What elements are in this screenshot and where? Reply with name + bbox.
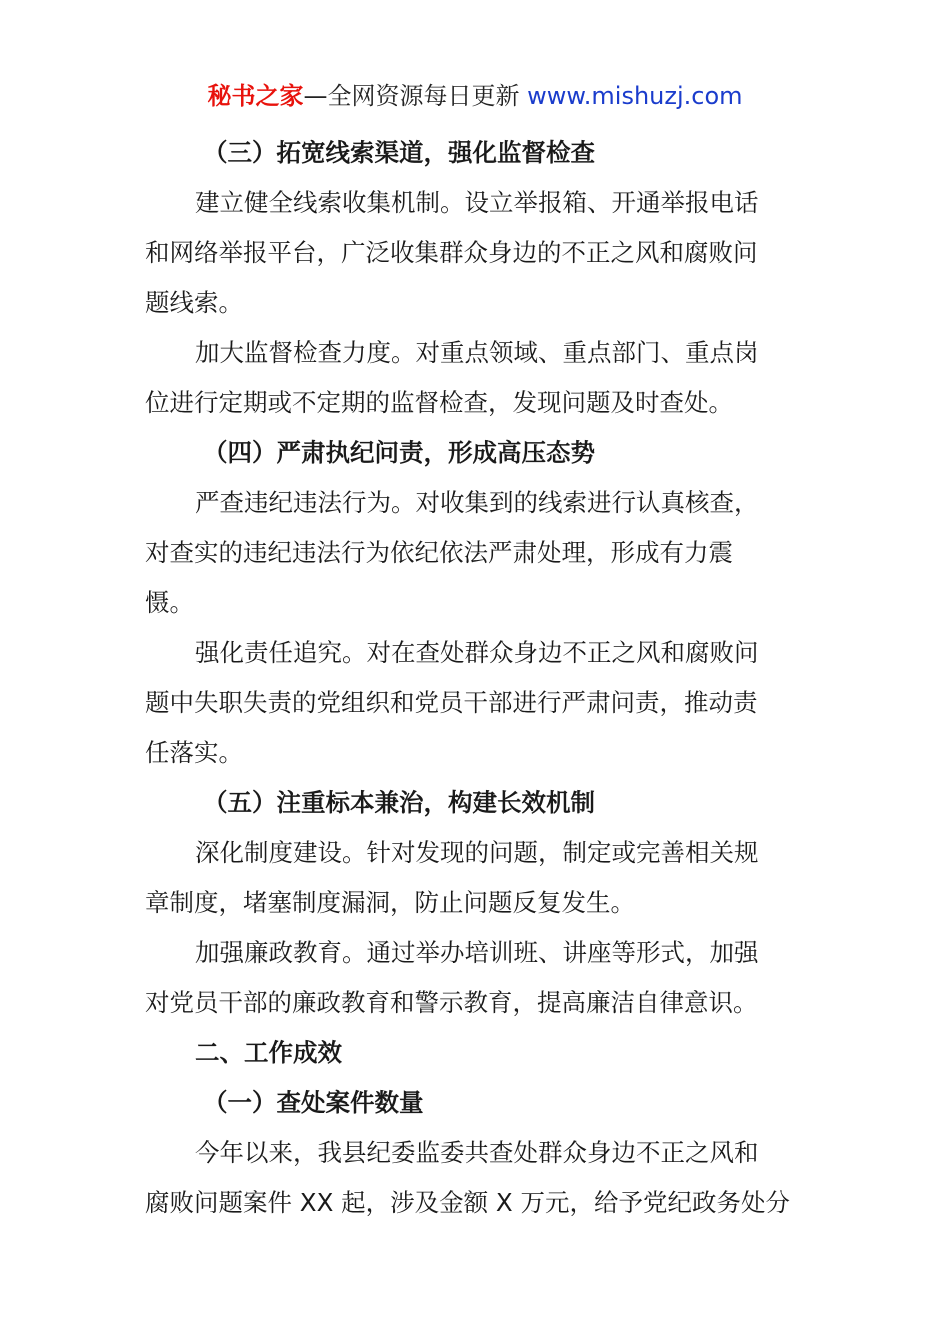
header-url[interactable]: www.mishuzj.com — [527, 82, 743, 110]
brand-name: 秘书之家 — [207, 82, 304, 110]
body-line: 慑。 — [145, 588, 194, 617]
section-heading: （一）查处案件数量 — [203, 1088, 424, 1117]
body-line: 和网络举报平台，广泛收集群众身边的不正之风和腐败问 — [145, 238, 758, 267]
body-line: 对党员干部的廉政教育和警示教育，提高廉洁自律意识。 — [145, 988, 758, 1017]
body-line: 位进行定期或不定期的监督检查，发现问题及时查处。 — [145, 388, 733, 417]
paragraph-first-line: 今年以来，我县纪委监委共查处群众身边不正之风和 — [195, 1138, 759, 1167]
paragraph-first-line: 建立健全线索收集机制。设立举报箱、开通举报电话 — [195, 188, 759, 217]
section-heading: （四）严肃执纪问责，形成高压态势 — [203, 438, 595, 467]
body-line: 任落实。 — [145, 738, 243, 767]
section-heading: （五）注重标本兼治，构建长效机制 — [203, 788, 595, 817]
paragraph-first-line: 加大监督检查力度。对重点领域、重点部门、重点岗 — [195, 338, 759, 367]
chapter-heading: 二、工作成效 — [195, 1038, 342, 1067]
paragraph-first-line: 加强廉政教育。通过举办培训班、讲座等形式，加强 — [195, 938, 759, 967]
body-line: 章制度，堵塞制度漏洞，防止问题反复发生。 — [145, 888, 635, 917]
body-line: 题线索。 — [145, 288, 243, 317]
paragraph-first-line: 深化制度建设。针对发现的问题，制定或完善相关规 — [195, 838, 759, 867]
body-line: 对查实的违纪违法行为依纪依法严肃处理，形成有力震 — [145, 538, 733, 567]
paragraph-first-line: 强化责任追究。对在查处群众身边不正之风和腐败问 — [195, 638, 759, 667]
body-line: 题中失职失责的党组织和党员干部进行严肃问责，推动责 — [145, 688, 758, 717]
section-heading: （三）拓宽线索渠道，强化监督检查 — [203, 138, 595, 167]
site-header — [0, 80, 950, 112]
header-slogan: —全网资源每日更新 — [303, 82, 528, 110]
body-line: 腐败问题案件 XX 起，涉及金额 X 万元，给予党纪政务处分 — [145, 1188, 791, 1217]
document-body — [145, 128, 810, 1228]
paragraph-first-line: 严查违纪违法行为。对收集到的线索进行认真核查， — [195, 488, 759, 517]
